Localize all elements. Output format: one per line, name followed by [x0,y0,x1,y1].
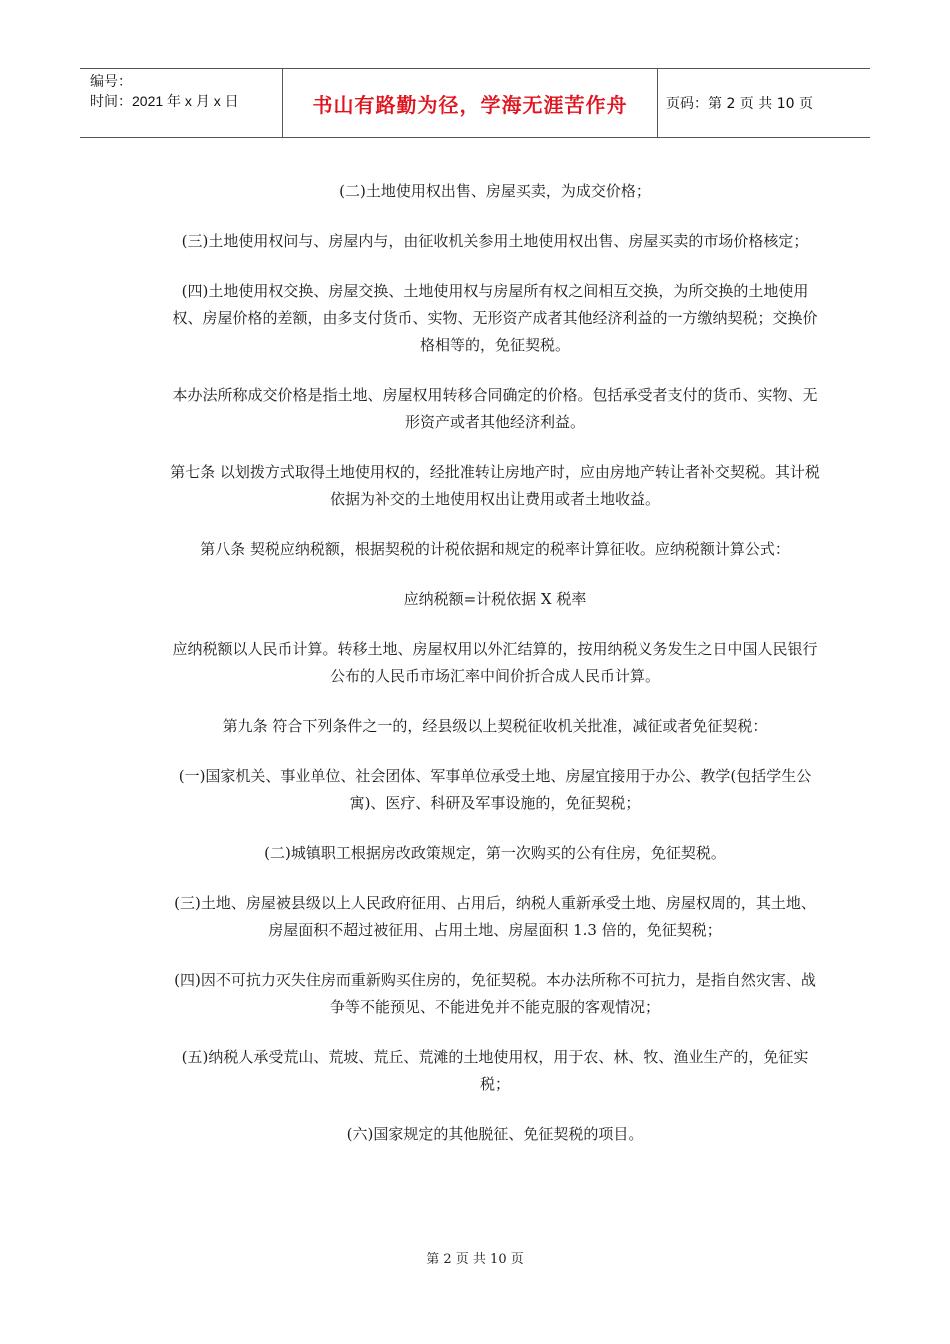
paragraph: (一)国家机关、事业单位、社会团体、军事单位承受土地、房屋宜接用于办公、教学(包括学生公寓)、医疗、科研及军事设施的，免征契税； [178,767,812,812]
header-meta [80,69,282,137]
document-body [170,178,820,1171]
paragraph: (三)土地使用权问与、房屋内与，由征收机关参用土地使用权出售、房屋买卖的市场价格核定； [181,232,809,250]
footer-page-number: 第 2 页 共 10 页 [426,1252,524,1267]
paragraph: (五)纳税人承受荒山、荒坡、荒丘、荒滩的土地使用权，用于农、林、牧、渔业生产的，免征实税； [181,1048,809,1093]
article-9: 第九条 符合下列条件之一的，经县级以上契税征收机关批准，减征或者免征契税： [222,717,768,735]
paragraph: (六)国家规定的其他脱征、免征契税的项目。 [346,1125,644,1143]
article-7: 第七条 以划拨方式取得土地使用权的，经批准转让房地产时，应由房地产转让者补交契税。其计税依据为补交的土地使用权出让费用或者土地收益。 [170,463,820,508]
header-page-info-cell [658,69,870,137]
document-number-label: 编号： [90,73,132,89]
paragraph: 本办法所称成交价格是指土地、房屋权用转移合同确定的价格。包括承受者支付的货币、实物、无形资产或者其他经济利益。 [172,386,818,431]
header-motto: 书山有路勤为径，学海无涯苦作舟 [312,92,628,117]
header-motto-cell [282,69,658,137]
paragraph: (二)土地使用权出售、房屋买卖，为成交价格； [339,182,651,200]
page-header [80,68,870,138]
paragraph: 应纳税额以人民币计算。转移土地、房屋权用以外汇结算的，按用纳税义务发生之日中国人民银行公布的人民币市场汇率中间价折合成人民币计算。 [172,640,818,685]
paragraph: (二)城镇职工根据房改政策规定，第一次购买的公有住房，免征契税。 [264,844,726,862]
tax-formula: 应纳税额=计税依据 X 税率 [403,590,587,608]
paragraph: (四)土地使用权交换、房屋交换、土地使用权与房屋所有权之间相互交换，为所交换的土地使用权、房屋价格的差额，由多支付货币、实物、无形资产成者其他经济利益的一方缴纳契税；交换价格相等的，免征契税。 [172,282,818,354]
document-time-label: 时间：2021 年 x 月 x 日 [90,93,239,109]
article-8: 第八条 契税应纳税额，根据契税的计税依据和规定的税率计算征收。应纳税额计算公式： [200,540,790,558]
paragraph: (三)土地、房屋被县级以上人民政府征用、占用后，纳税人重新承受土地、房屋权周的，其土地、房屋面积不超过被征用、占用土地、房屋面积 1.3 倍的，免征契税； [174,894,816,939]
page-footer [0,1248,950,1267]
header-page-info: 页码：第 2 页 共 10 页 [666,96,813,112]
paragraph: (四)因不可抗力灭失住房而重新购买住房的，免征契税。本办法所称不可抗力，是指自然灾害、战争等不能预见、不能进免并不能克服的客观情况； [174,971,816,1016]
